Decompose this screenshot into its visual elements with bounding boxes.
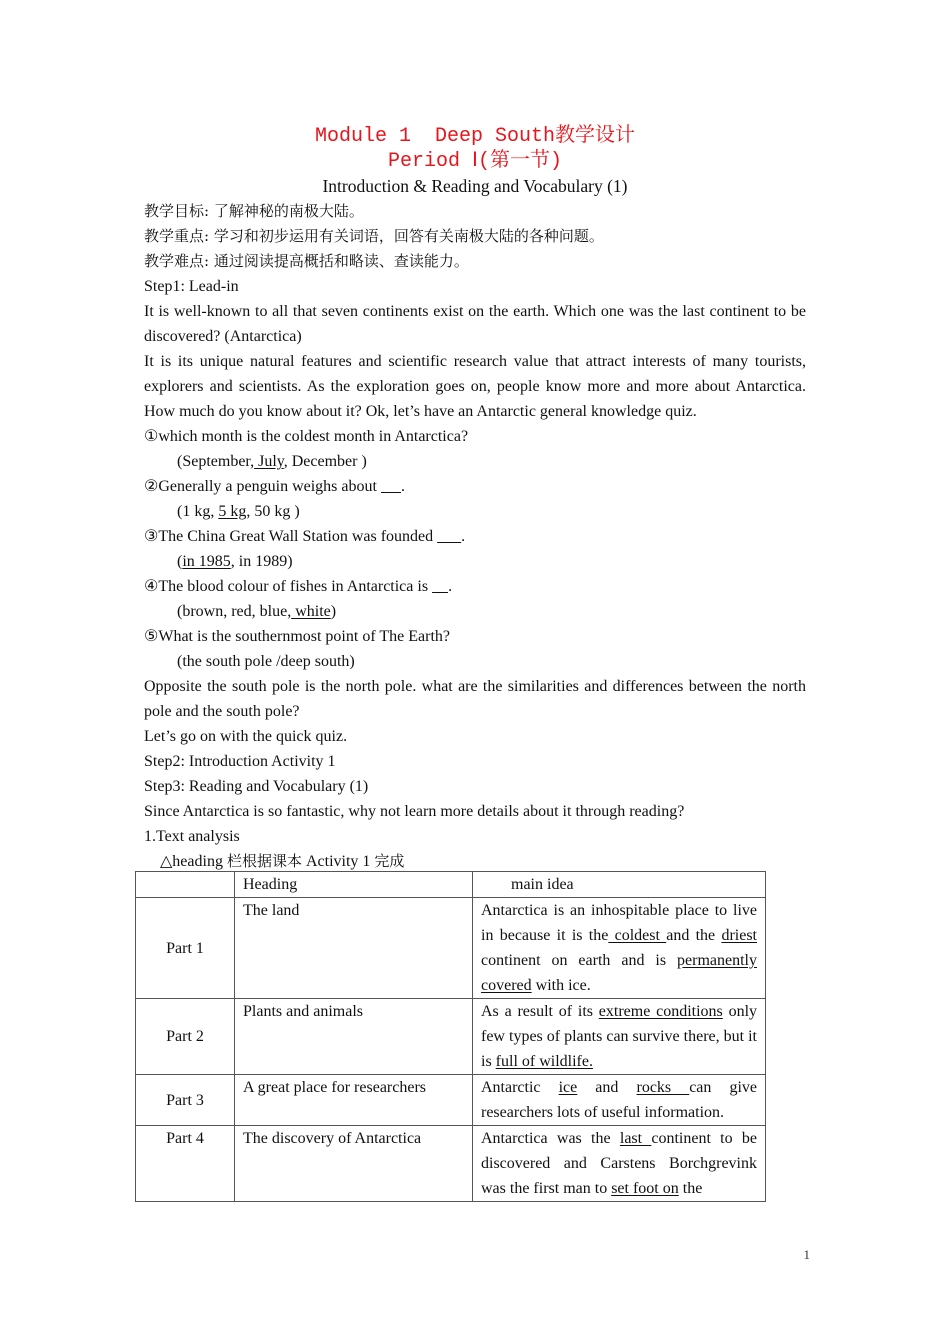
quiz-question-4: ④The blood colour of fishes in Antarctica is . xyxy=(144,578,453,595)
part-main-idea: Antarctic ice and rocks can give researchers lots of useful information. xyxy=(473,1075,766,1126)
part-main-idea: Antarctica was the last continent to be discovered and Carstens Borchgrevink was the first man to set foot on the xyxy=(473,1126,766,1202)
text-analysis-heading: 1.Text analysis xyxy=(144,828,240,845)
quiz-answer: in 1985 xyxy=(182,553,231,570)
teaching-difficulty: 教学难点: 通过阅读提高概括和略读、查读能力。 xyxy=(144,252,469,270)
reading-intro: Since Antarctica is so fantastic, why not learn more details about it through reading? xyxy=(144,803,685,820)
quiz-options-5: (the south pole /deep south) xyxy=(177,653,355,670)
quiz-question-3: ③The China Great Wall Station was founded . xyxy=(144,528,466,545)
part-label: Part 1 xyxy=(136,898,235,999)
lesson-subtitle: Introduction & Reading and Vocabulary (1) xyxy=(322,176,628,196)
document-title: Module 1 Deep South教学设计 xyxy=(314,125,636,148)
after-quiz-paragraph: Opposite the south pole is the north pole. what are the similarities and differences between the north pole and the south pole? xyxy=(144,678,806,720)
table-row xyxy=(136,999,766,1075)
table-row xyxy=(136,1126,766,1202)
step1-paragraph-2: It is its unique natural features and scientific research value that attract interests of many tourists, explorers and scientists. As the exploration goes on, people know more and more about Antarctica. How much do you know about it? Ok, let’s have an Antarctic general knowledge quiz. xyxy=(144,353,806,420)
answer-underlined: ice xyxy=(558,1079,578,1096)
part-heading: The discovery of Antarctica xyxy=(235,1126,473,1202)
quiz-options-3: (in 1985, in 1989) xyxy=(177,553,293,570)
quiz-options-1: (September, July, December ) xyxy=(177,453,367,470)
step2-heading: Step2: Introduction Activity 1 xyxy=(144,753,336,770)
transition-text: Let’s go on with the quick quiz. xyxy=(144,728,348,745)
step3-heading: Step3: Reading and Vocabulary (1) xyxy=(144,778,369,795)
quiz-options-4: (brown, red, blue, white) xyxy=(177,603,337,620)
answer-blank xyxy=(432,578,448,595)
answer-underlined: last xyxy=(619,1130,652,1147)
part-label: Part 4 xyxy=(136,1126,235,1202)
answer-underlined: set foot on xyxy=(611,1180,679,1197)
answer-underlined: coldest xyxy=(608,927,667,944)
text-analysis-table xyxy=(135,871,766,1202)
quiz-question-2: ②Generally a penguin weighs about . xyxy=(144,478,405,495)
teaching-focus: 教学重点: 学习和初步运用有关词语，回答有关南极大陆的各种问题。 xyxy=(144,227,604,245)
part-heading: The land xyxy=(235,898,473,999)
part-heading: A great place for researchers xyxy=(235,1075,473,1126)
quiz-answer: 5 kg xyxy=(218,503,247,520)
step1-paragraph-1: It is well-known to all that seven continents exist on the earth. Which one was the last continent to be discovered? (Antarctica) xyxy=(144,303,806,345)
step1-heading: Step1: Lead-in xyxy=(144,278,239,295)
answer-blank xyxy=(437,528,461,545)
period-title: Period Ⅰ(第一节) xyxy=(388,150,562,173)
table-instruction: △heading 栏根据课本 Activity 1 完成 xyxy=(160,852,405,870)
page-number: 1 xyxy=(803,1247,810,1262)
table-header-heading: Heading xyxy=(235,872,473,898)
table-header-empty xyxy=(136,872,235,898)
part-label: Part 3 xyxy=(136,1075,235,1126)
answer-underlined: extreme conditions xyxy=(598,1003,723,1020)
quiz-answer: July xyxy=(254,453,284,470)
teaching-goal: 教学目标: 了解神秘的南极大陆。 xyxy=(144,202,364,220)
answer-blank xyxy=(381,478,401,495)
part-main-idea: As a result of its extreme conditions only few types of plants can survive there, but it is full of wildlife. xyxy=(473,999,766,1075)
answer-underlined: driest xyxy=(721,927,757,944)
part-label: Part 2 xyxy=(136,999,235,1075)
answer-underlined: permanently covered xyxy=(481,952,757,994)
part-main-idea: Antarctica is an inhospitable place to live in because it is the coldest and the driest continent on earth and is permanently covered with ice. xyxy=(473,898,766,999)
table-header-row xyxy=(136,872,766,898)
quiz-question-1: ①which month is the coldest month in Antarctica? xyxy=(144,428,469,445)
table-header-main-idea: main idea xyxy=(473,872,766,898)
answer-underlined: rocks xyxy=(636,1079,690,1096)
quiz-answer: white xyxy=(291,603,331,620)
table-row xyxy=(136,1075,766,1126)
quiz-question-5: ⑤What is the southernmost point of The Earth? xyxy=(144,628,450,645)
table-row xyxy=(136,898,766,999)
answer-underlined: full of wildlife. xyxy=(495,1053,593,1070)
lesson-body xyxy=(144,199,806,874)
part-heading: Plants and animals xyxy=(235,999,473,1075)
quiz-options-2: (1 kg, 5 kg, 50 kg ) xyxy=(177,503,300,520)
